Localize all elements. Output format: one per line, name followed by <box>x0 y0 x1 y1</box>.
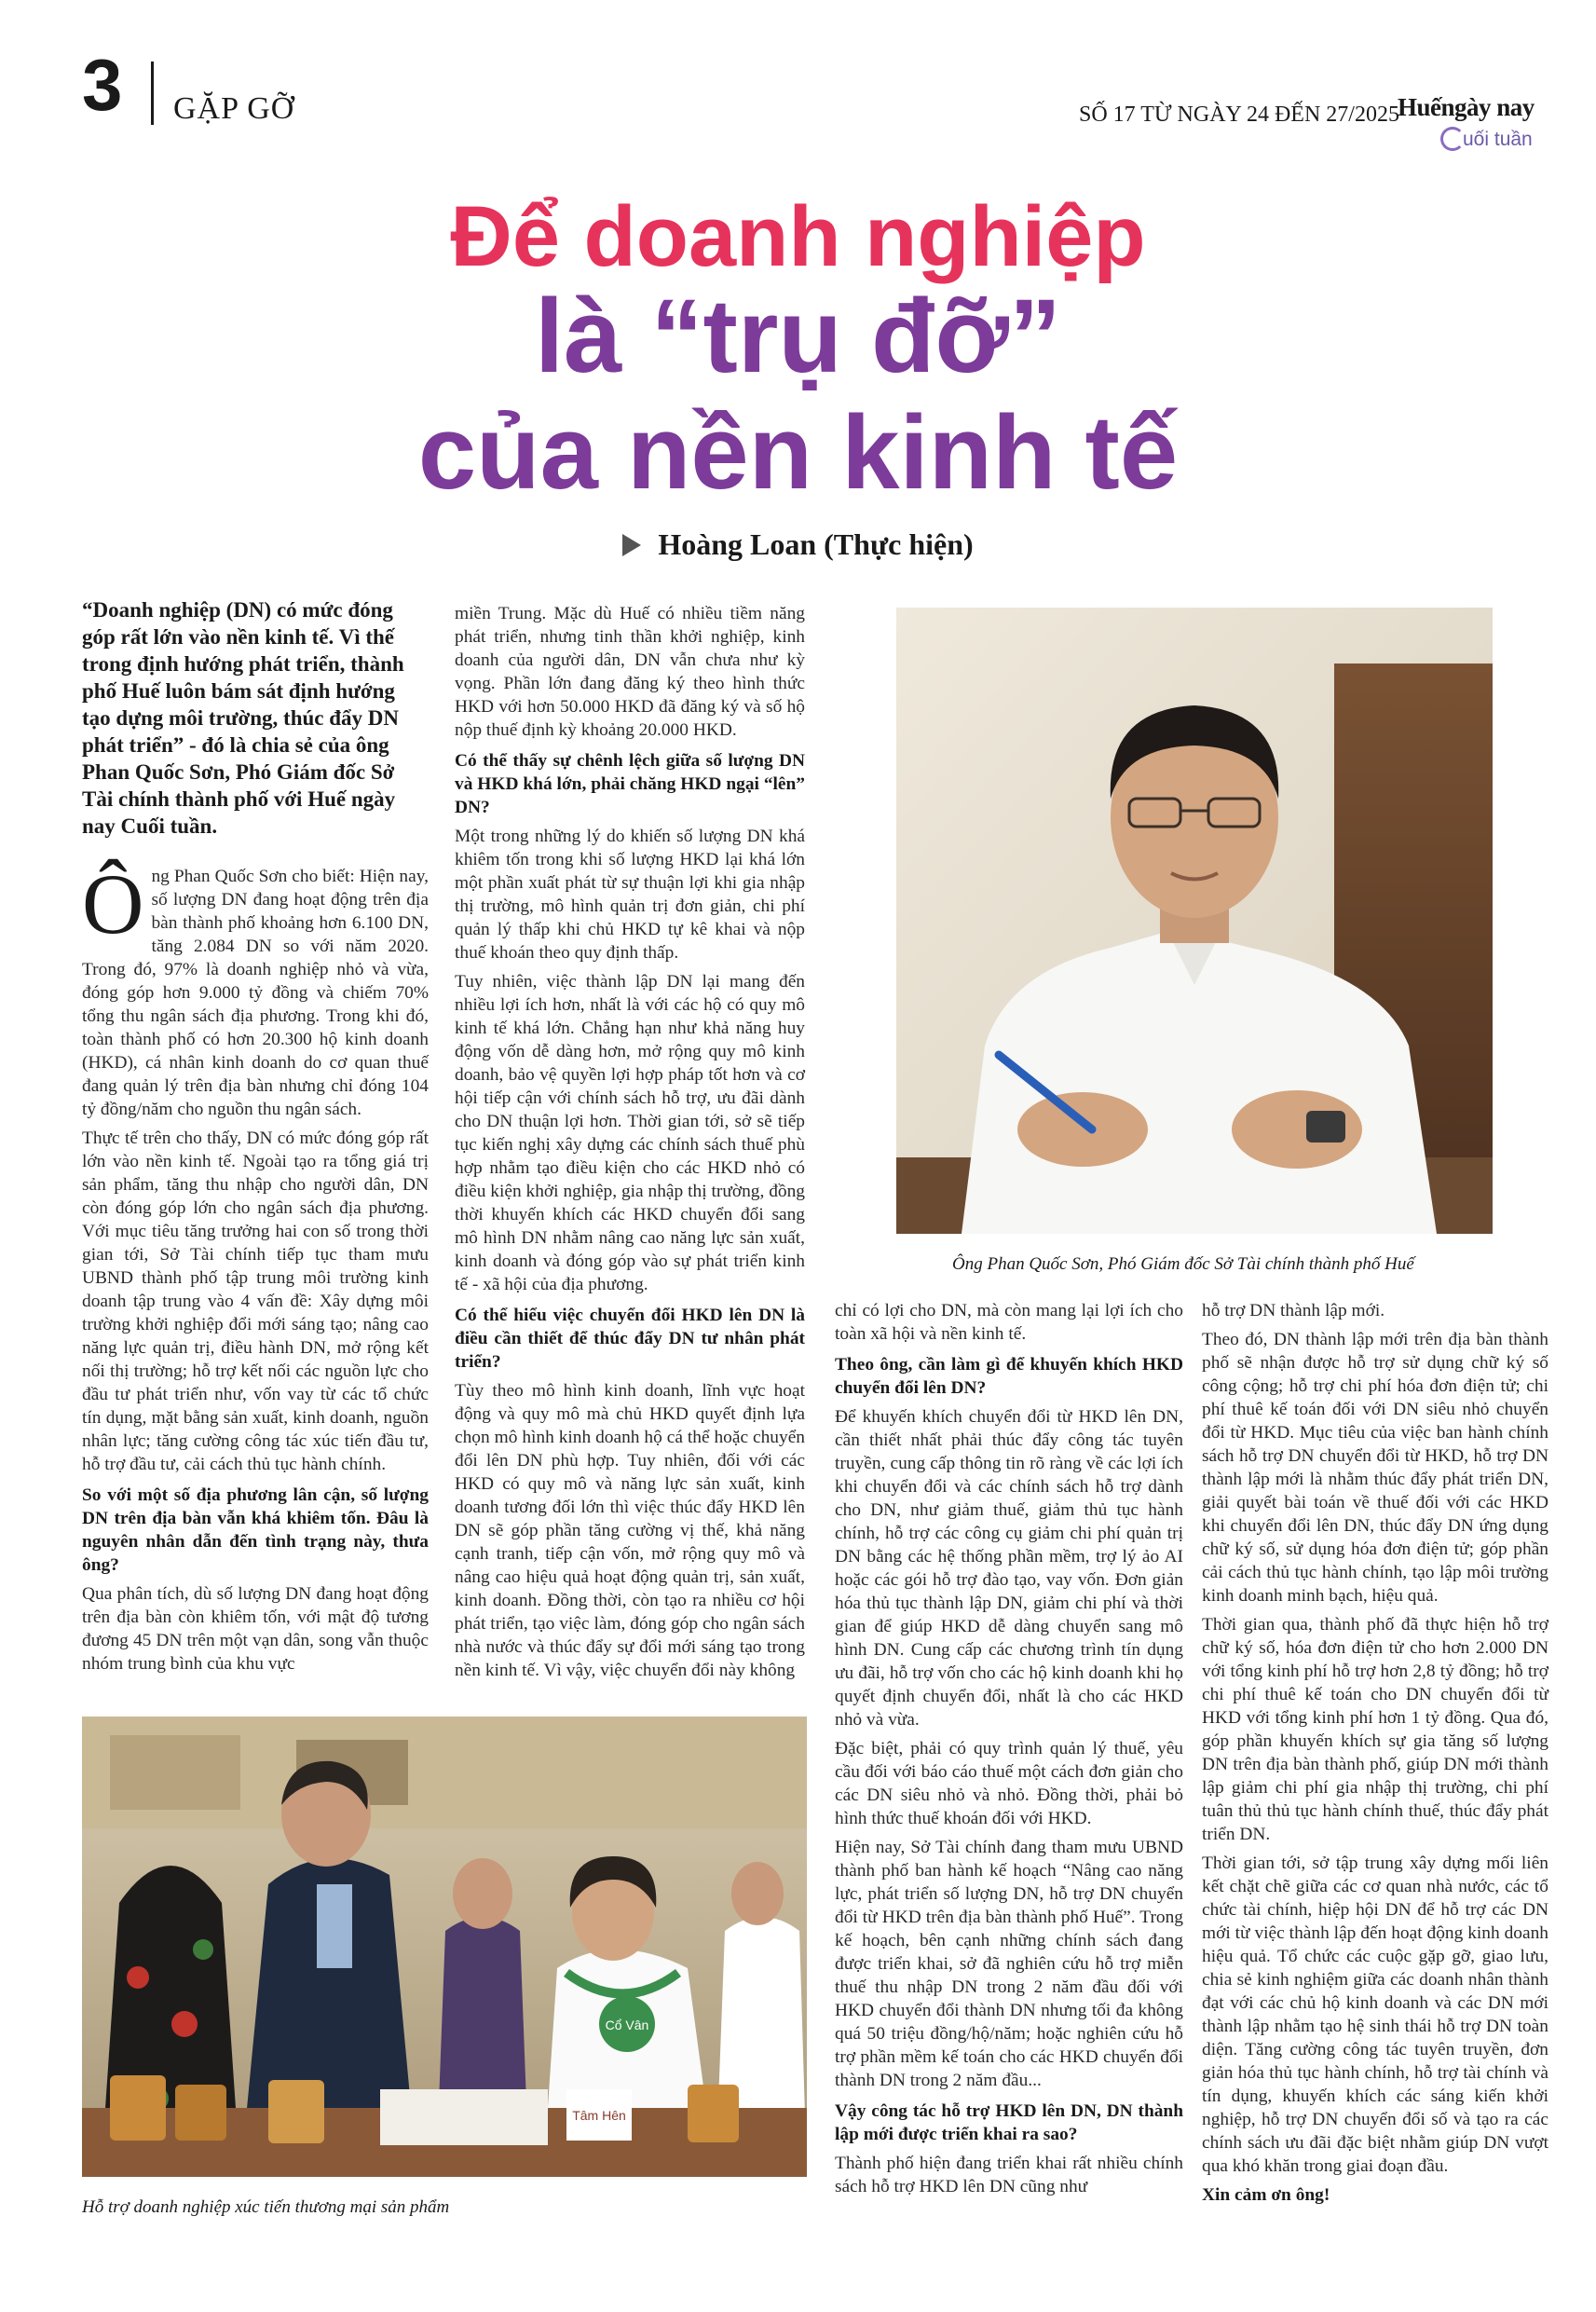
paragraph: Để khuyến khích chuyển đổi từ HKD lên DN, cần thiết nhất phải thúc đẩy công tác tuyên truyền, cung cấp thông tin rõ ràng về các lợi ích khi chuyển đổi và các chính sách hỗ trợ dành cho DN, như giảm thuế, giảm thủ tục hành chính, hỗ trợ các công cụ giảm chi phí quản trị DN bằng các hệ thống phần mềm, trợ lý ảo AI hoặc các gói hỗ trợ đào tạo, vay vốn. Đơn giản hóa thủ tục thành lập DN, giảm chi phí và thời gian để giúp HKD dễ dàng chuyển sang mô hình DN. Cung cấp các chương trình tín dụng ưu đãi, hỗ trợ vốn cho các hộ kinh doanh khi họ quyết định chuyển đổi, nhất là cho các HKD nhỏ và vừa. <box>835 1407 1183 1730</box>
paragraph: Qua phân tích, dù số lượng DN đang hoạt động trên địa bàn còn khiêm tốn, với mật độ tương đương 45 DN trên một vạn dân, song vẫn thuộc nhóm trung bình của khu vực <box>82 1584 429 1674</box>
play-triangle-icon <box>622 534 641 556</box>
paragraph: chỉ có lợi cho DN, mà còn mang lại lợi ích cho toàn xã hội và nền kinh tế. <box>835 1301 1183 1344</box>
event-photo <box>82 1717 807 2177</box>
publication-logo <box>1398 93 1565 160</box>
portrait-photo <box>896 608 1493 1234</box>
event-caption: Hỗ trợ doanh nghiệp xúc tiến thương mại sản phẩm <box>82 2197 450 2217</box>
paragraph: Tùy theo mô hình kinh doanh, lĩnh vực hoạt động và quy mô mà chủ HKD quyết định lựa chọn mô hình kinh doanh hộ cá thể hoặc chuyển đổi lên DN phù hợp. Tuy nhiên, đối với các HKD có quy mô và năng lực sản xuất, kinh doanh tương đối lớn thì việc thúc đẩy HKD lên DN sẽ góp phần tăng cường vị thế, khả năng cạnh tranh, tiếp cận vốn, mở rộng quy mô và nâng cao hiệu quả hoạt động quản trị, sản xuất, kinh doanh. Đồng thời, còn tạo ra nhiều cơ hội phát triển, tạo việc làm, đóng góp cho ngân sách nhà nước và thúc đẩy sự đổi mới sáng tạo trong nền kinh tế. Vì vậy, việc chuyển đổi này không <box>455 1381 805 1680</box>
paragraph: Hiện nay, Sở Tài chính đang tham mưu UBND thành phố ban hành kế hoạch “Nâng cao năng lực, phát triển số lượng DN, hỗ trợ DN chuyển đổi từ HKD trên địa bàn thành phố Huế”. Trong kế hoạch, bên cạnh những chính sách đang được triển khai, sở đã nghiên cứu hỗ trợ miễn thuế thu nhập DN trong 2 năm đầu đối với HKD chuyển đổi thành DN nhưng tối đa không quá 50 triệu đồng/hộ/năm; hoặc nghiên cứu hỗ trợ phần mềm kế toán cho các HKD chuyển đổi thành DN trong 2 năm đầu... <box>835 1838 1183 2090</box>
headline-line-1: Để doanh nghiệp <box>450 189 1146 284</box>
closing-line: Xin cảm ơn ông! <box>1202 2185 1330 2205</box>
byline-text: Hoàng Loan (Thực hiện) <box>658 527 974 561</box>
article-column-2 <box>455 602 805 1688</box>
paragraph <box>82 856 429 1121</box>
product-label-text: Tâm Hên <box>572 2108 626 2123</box>
paragraph: miền Trung. Mặc dù Huế có nhiều tiềm năng phát triển, nhưng tinh thần khởi nghiệp, kinh doanh của người dân, DN vẫn chưa như kỳ vọng. Phần lớn đang đăng ký theo hình thức HKD với hơn 50.000 HKD đã đăng ký và số hộ nộp thuế định kỳ khoảng 20.000 HKD. <box>455 604 805 740</box>
interview-question: Có thể thấy sự chênh lệch giữa số lượng DN và HKD khá lớn, phải chăng HKD ngại “lên” DN? <box>455 751 805 817</box>
logo-sub-text: uối tuần <box>1463 129 1533 150</box>
interview-question: So với một số địa phương lân cận, số lượng DN trên địa bàn vẫn khá khiêm tốn. Đâu là nguyên nhân dẫn đến tình trạng này, thưa ông? <box>82 1485 429 1575</box>
paragraph: Theo đó, DN thành lập mới trên địa bàn thành phố sẽ nhận được hỗ trợ sử dụng chữ ký số công cộng; hỗ trợ chi phí hóa đơn điện tử; chi phí thuê kế toán đối với DN siêu nhỏ chuyển đổi từ HKD. Mục tiêu của việc ban hành chính sách hỗ trợ DN chuyển đổi từ HKD, hỗ trợ DN thành lập mới là nhằm thúc đẩy phát triển DN, giải quyết bài toán về thuế đối với các HKD khi chuyển đổi lên DN, thúc đẩy DN ứng dụng chữ ký số, sử dụng hóa đơn điện tử; góp phần cải cách thủ tục hành chính, tạo lập môi trường kinh doanh minh bạch, hiệu quả. <box>1202 1330 1548 1606</box>
paragraph: Thành phố hiện đang triển khai rất nhiều chính sách hỗ trợ HKD lên DN cũng như <box>835 2154 1183 2196</box>
lead-paragraph: “Doanh nghiệp (DN) có mức đóng góp rất lớn vào nền kinh tế. Vì thế trong định hướng phát triển, thành phố Huế luôn bám sát định hướng tạo dựng môi trường, thúc đẩy DN phát triển” - đó là chia sẻ của ông Phan Quốc Sơn, Phó Giám đốc Sở Tài chính thành phố với Huế ngày nay Cuối tuần. <box>82 598 404 838</box>
paragraph: Thực tế trên cho thấy, DN có mức đóng góp rất lớn vào nền kinh tế. Ngoài tạo ra tổng giá trị sản phẩm, tăng thu nhập cho người dân, DN còn đóng góp lớn cho ngân sách địa phương. Với mục tiêu tăng trưởng hai con số trong thời gian tới, Sở Tài chính tiếp tục tham mưu UBND thành phố tập trung môi trường kinh doanh tập trung vào 4 vấn đề: Xây dựng môi trường khởi nghiệp đổi mới sáng tạo; nâng cao năng lực quản trị, điều hành DN, mở rộng kết nối thị trường; hỗ trợ kết nối các nguồn lực cho đầu tư phát triển như, vốn vay từ các tổ chức tín dụng, mặt bằng sản xuất, kinh doanh, nguồn nhân lực; tăng cường công tác xúc tiến đầu tư, hỗ trợ đầu tư, cải cách thủ tục hành chính. <box>82 1129 429 1474</box>
paragraph: hỗ trợ DN thành lập mới. <box>1202 1301 1385 1320</box>
byline <box>0 527 1596 562</box>
article-column-3 <box>835 1299 1183 2204</box>
portrait-illustration <box>896 608 1493 1234</box>
drop-cap: Ô <box>82 856 144 951</box>
event-illustration <box>82 1717 807 2177</box>
headline-line-3: của nền kinh tế <box>417 394 1179 511</box>
paragraph-text: ng Phan Quốc Sơn cho biết: Hiện nay, số lượng DN đang hoạt động trên địa bàn thành phố khoảng hơn 6.100 DN, tăng 2.084 DN so với năm 2020. Trong đó, 97% là doanh nghiệp nhỏ và vừa, đóng góp hơn 9.000 tỷ đồng và chiếm 70% tổng thu ngân sách địa phương. Trong khi đó, toàn thành phố có hơn 20.300 hộ kinh doanh (HKD), cá nhân kinh doanh do cơ quan thuế đang quản lý trên địa bàn nhưng chỉ đóng 104 tỷ đồng/năm cho nguồn thu ngân sách. <box>82 867 429 1119</box>
paragraph: Thời gian qua, thành phố đã thực hiện hỗ trợ chữ ký số, hóa đơn điện tử cho hơn 2.000 DN với tổng kinh phí hỗ trợ hơn 2,8 tỷ đồng; hỗ trợ chi phí thuê kế toán cho DN chuyển đổi từ HKD với tổng kinh phí hơn 1 tỷ đồng. Qua đó, góp phần khuyến khích sự gia tăng số lượng DN trên địa bàn thành phố, giúp DN mới thành lập giảm chi phí gia nhập thị trường, chi phí tuân thủ thủ tục hành chính thuế, thúc đẩy phát triển DN. <box>1202 1615 1548 1844</box>
interview-question: Vậy công tác hỗ trợ HKD lên DN, DN thành lập mới được triển khai ra sao? <box>835 2101 1183 2144</box>
paragraph: Một trong những lý do khiến số lượng DN khá khiêm tốn trong khi số lượng HKD lại khá lớn một phần xuất phát từ sự thuận lợi khi gia nhập thị trường, mô hình quản trị đơn giản, chi phí quản lý thấp khi chủ HKD tự kê khai và nộp thuế khoán theo quy định thấp. <box>455 827 805 963</box>
logo-main-text: Huếngày nay <box>1398 93 1535 121</box>
article-column-4 <box>1202 1299 1548 2212</box>
interview-question: Có thể hiểu việc chuyển đổi HKD lên DN là điều cần thiết để thúc đẩy DN tư nhân phát triển? <box>455 1306 805 1372</box>
interview-question: Theo ông, cần làm gì để khuyến khích HKD chuyển đổi lên DN? <box>835 1355 1183 1398</box>
headline-line-2: là “trụ đỡ” <box>535 278 1061 394</box>
header-divider <box>151 62 154 125</box>
portrait-caption: Ông Phan Quốc Sơn, Phó Giám đốc Sở Tài chính thành phố Huế <box>952 1254 1414 1274</box>
section-label: GẶP GỠ <box>173 91 295 126</box>
article-column-1 <box>82 856 429 1681</box>
paragraph: Đặc biệt, phải có quy trình quản lý thuế, yêu cầu đối với báo cáo thuế một cách đơn giản cho các DN siêu nhỏ và nhỏ. Đồng thời, phải bỏ hình thức thuế khoán đối với HKD. <box>835 1739 1183 1828</box>
paragraph: Thời gian tới, sở tập trung xây dựng mối liên kết chặt chẽ giữa các cơ quan nhà nước, các tổ chức tài chính, hiệp hội DN để hỗ trợ các DN mới từ việc thành lập đến hoạt động kinh doanh hiệu quả. Tổ chức các cuộc gặp gỡ, giao lưu, chia sẻ kinh nghiệm giữa các doanh nhân thành đạt với các chủ hộ kinh doanh và các DN mới thành lập nhằm tạo hệ sinh thái hỗ trợ DN toàn diện. Tăng cường công tác tuyên truyền, đơn giản hóa thủ tục hành chính, hỗ trợ tài chính và tín dụng, khuyến khích các sáng kiến khởi nghiệp, hỗ trợ DN chuyển đổi số và tạo ra các chính sách ưu đãi đặc biệt nhằm giúp DN vượt qua khó khăn trong giai đoạn đầu. <box>1202 1854 1548 2176</box>
page-number: 3 <box>82 44 123 126</box>
shirt-badge-text: Cổ Vân <box>605 2018 649 2032</box>
issue-info: SỐ 17 TỪ NGÀY 24 ĐẾN 27/2025 <box>1079 103 1399 127</box>
paragraph: Tuy nhiên, việc thành lập DN lại mang đến nhiều lợi ích hơn, nhất là với các hộ có quy mô kinh tế khá lớn. Chẳng hạn như khả năng huy động vốn dễ dàng hơn, mở rộng quy mô kinh doanh, bảo vệ quyền lợi hợp pháp tốt hơn và cơ hội tiếp cận với chính sách hỗ trợ, ưu đãi dành cho DN thuận lợi hơn. Thời gian tới, sở sẽ tiếp tục kiến nghị xây dựng các chính sách thuế phù hợp nhằm tạo điều kiện cho các HKD nhỏ có điều kiện khởi nghiệp, gia nhập thị trường, đồng thời khuyến khích các HKD chuyển đổi sang mô hình DN nhằm nâng cao năng lực sản xuất, kinh doanh và đóng góp vào sự phát triển kinh tế - xã hội của địa phương. <box>455 972 805 1294</box>
logo-c-mark <box>1440 127 1465 151</box>
